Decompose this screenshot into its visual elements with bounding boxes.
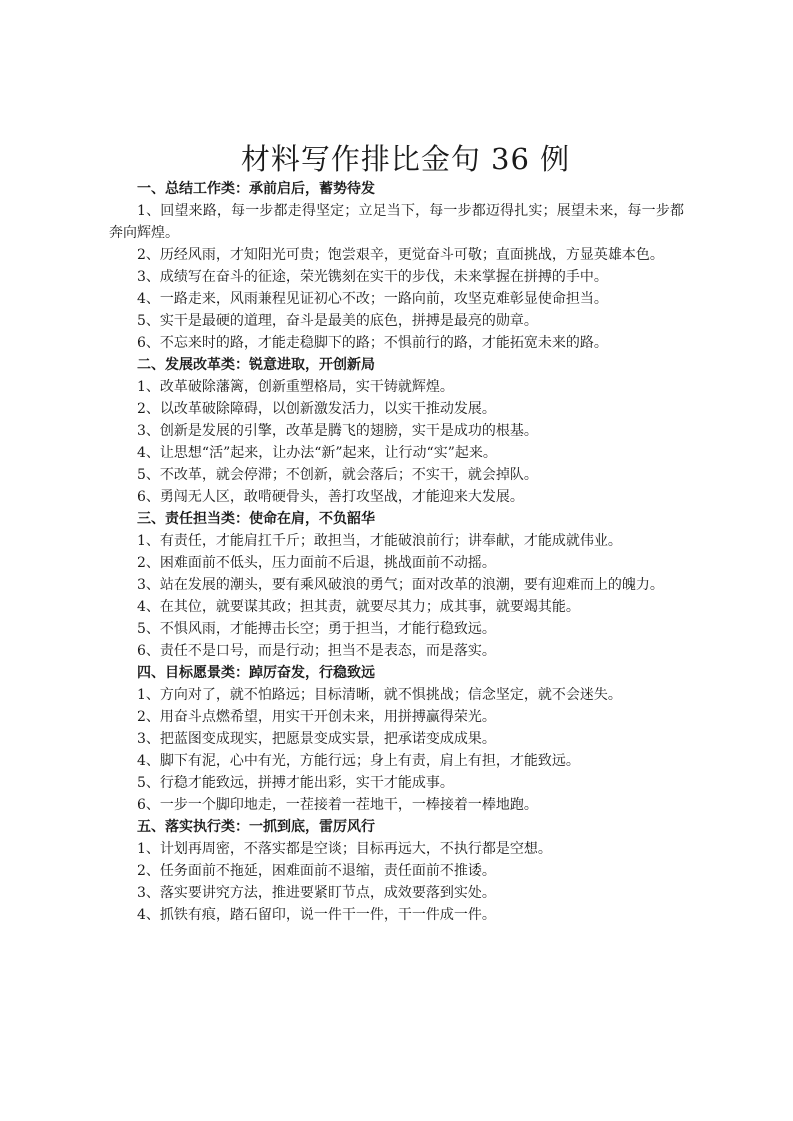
list-item: 4、一路走来，风雨兼程见证初心不改；一路向前，攻坚克难彰显使命担当。	[137, 291, 608, 307]
list-item: 6、勇闯无人区，敢啃硬骨头，善打攻坚战，才能迎来大发展。	[137, 489, 524, 505]
list-item: 1、改革破除藩篱，创新重塑格局，实干铸就辉煌。	[137, 379, 454, 395]
list-item: 4、脚下有泥，心中有光，方能行远；身上有责，肩上有担，才能致远。	[137, 753, 580, 769]
list-item: 3、创新是发展的引擎，改革是腾飞的翅膀，实干是成功的根基。	[137, 423, 538, 439]
section-summary	[109, 178, 684, 354]
list-item: 6、一步一个脚印地走，一茬接着一茬地干，一棒接着一棒地跑。	[137, 797, 538, 813]
section-heading: 四、目标愿景类：踔厉奋发，行稳致远	[137, 665, 375, 681]
list-item: 1、计划再周密，不落实都是空谈；目标再远大，不执行都是空想。	[137, 841, 552, 857]
section-heading: 一、总结工作类：承前启后，蓄势待发	[137, 181, 375, 197]
list-item: 3、把蓝图变成现实，把愿景变成实景，把承诺变成成果。	[137, 731, 496, 747]
list-item: 4、抓铁有痕，踏石留印，说一件干一件，干一件成一件。	[137, 907, 496, 923]
list-item: 3、站在发展的潮头，要有乘风破浪的勇气；面对改革的浪潮，要有迎难而上的魄力。	[137, 577, 664, 593]
list-item: 2、任务面前不拖延，困难面前不退缩，责任面前不推诿。	[137, 863, 496, 879]
list-item: 4、在其位，就要谋其政；担其责，就要尽其力；成其事，就要竭其能。	[137, 599, 580, 615]
list-item: 3、落实要讲究方法，推进要紧盯节点，成效要落到实处。	[137, 885, 496, 901]
list-item: 1、方向对了，就不怕路远；目标清晰，就不惧挑战；信念坚定，就不会迷失。	[137, 687, 622, 703]
section-vision	[109, 662, 684, 816]
section-heading: 五、落实执行类：一抓到底，雷厉风行	[137, 819, 375, 835]
section-heading: 三、责任担当类：使命在肩，不负韶华	[137, 511, 375, 527]
list-item: 6、不忘来时的路，才能走稳脚下的路；不惧前行的路，才能拓宽未来的路。	[137, 335, 608, 351]
list-item: 2、困难面前不低头，压力面前不后退，挑战面前不动摇。	[137, 555, 496, 571]
section-execution	[109, 816, 684, 926]
section-heading: 二、发展改革类：锐意进取，开创新局	[137, 357, 375, 373]
list-item: 5、行稳才能致远，拼搏才能出彩，实干才能成事。	[137, 775, 454, 791]
list-item: 4、让思想“活”起来，让办法“新”起来，让行动“实”起来。	[137, 445, 497, 461]
list-item: 5、不改革，就会停滞；不创新，就会落后；不实干，就会掉队。	[137, 467, 538, 483]
list-item: 2、以改革破除障碍，以创新激发活力，以实干推动发展。	[137, 401, 496, 417]
list-item: 2、用奋斗点燃希望，用实干开创未来，用拼搏赢得荣光。	[137, 709, 496, 725]
list-item: 5、不惧风雨，才能搏击长空；勇于担当，才能行稳致远。	[137, 621, 496, 637]
list-item: 6、责任不是口号，而是行动；担当不是表态，而是落实。	[137, 643, 496, 659]
list-item: 1、有责任，才能肩扛千斤；敢担当，才能破浪前行；讲奉献，才能成就伟业。	[137, 533, 622, 549]
section-responsibility	[109, 508, 684, 662]
document-title: 材料写作排比金句 36 例	[240, 142, 571, 176]
list-item: 3、成绩写在奋斗的征途，荣光镌刻在实干的步伐，未来掌握在拼搏的手中。	[137, 269, 608, 285]
list-item: 1、回望来路，每一步都走得坚定；立足当下，每一步都迈得扎实；展望未来，每一步都奔向辉煌。	[109, 203, 684, 241]
list-item: 2、历经风雨，才知阳光可贵；饱尝艰辛，更觉奋斗可敬；直面挑战，方显英雄本色。	[137, 247, 664, 263]
section-reform	[109, 354, 684, 508]
list-item: 5、实干是最硬的道理，奋斗是最美的底色，拼搏是最亮的勋章。	[137, 313, 538, 329]
